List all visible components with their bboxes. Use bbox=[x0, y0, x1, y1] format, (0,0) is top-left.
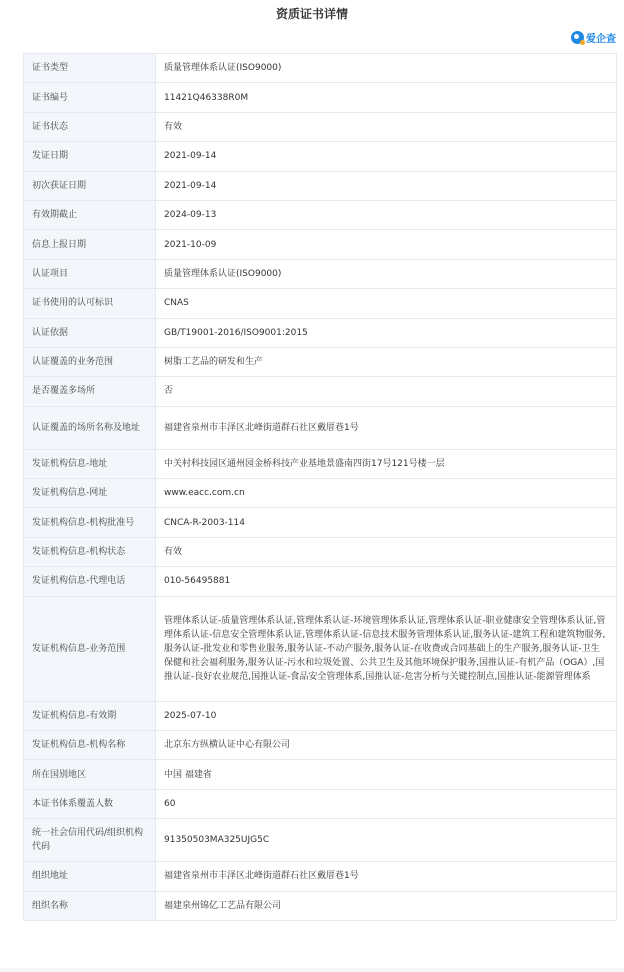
row-key: 发证机构信息-网址 bbox=[24, 479, 156, 508]
row-value: 11421Q46338R0M bbox=[156, 83, 617, 112]
table-row bbox=[24, 83, 617, 112]
table-row bbox=[24, 112, 617, 141]
row-value: 福建泉州锦亿工艺品有限公司 bbox=[156, 891, 617, 920]
row-value: 2021-09-14 bbox=[156, 142, 617, 171]
row-value: 北京东方纵横认证中心有限公司 bbox=[156, 731, 617, 760]
row-key: 证书类型 bbox=[24, 54, 156, 83]
table-row bbox=[24, 142, 617, 171]
row-value: 2025-07-10 bbox=[156, 701, 617, 730]
row-value: 福建省泉州市丰泽区北峰街道群石社区戴厝巷1号 bbox=[156, 862, 617, 891]
row-key: 初次获证日期 bbox=[24, 171, 156, 200]
table-row bbox=[24, 54, 617, 83]
certificate-detail-table bbox=[23, 53, 617, 921]
page-title: 资质证书详情 bbox=[275, 7, 348, 21]
table-row bbox=[24, 230, 617, 259]
table-row bbox=[24, 171, 617, 200]
row-key: 有效期截止 bbox=[24, 200, 156, 229]
row-value: GB/T19001-2016/ISO9001:2015 bbox=[156, 318, 617, 347]
table-row bbox=[24, 449, 617, 478]
row-key: 发证机构信息-机构名称 bbox=[24, 731, 156, 760]
row-value: 树脂工艺品的研发和生产 bbox=[156, 347, 617, 376]
table-row bbox=[24, 701, 617, 730]
table-row bbox=[24, 567, 617, 596]
table-row bbox=[24, 318, 617, 347]
table-row bbox=[24, 347, 617, 376]
table-row bbox=[24, 377, 617, 406]
row-key: 发证机构信息-有效期 bbox=[24, 701, 156, 730]
row-value: 否 bbox=[156, 377, 617, 406]
row-key: 发证机构信息-代理电话 bbox=[24, 567, 156, 596]
row-value: 60 bbox=[156, 789, 617, 818]
table-row bbox=[24, 731, 617, 760]
row-key: 证书使用的认可标识 bbox=[24, 289, 156, 318]
row-key: 认证依据 bbox=[24, 318, 156, 347]
row-value: 有效 bbox=[156, 112, 617, 141]
table-row bbox=[24, 479, 617, 508]
row-key: 发证日期 bbox=[24, 142, 156, 171]
table-row bbox=[24, 891, 617, 920]
row-key: 所在国别地区 bbox=[24, 760, 156, 789]
row-value: 2021-10-09 bbox=[156, 230, 617, 259]
table-row bbox=[24, 789, 617, 818]
table-row bbox=[24, 406, 617, 449]
row-key: 是否覆盖多场所 bbox=[24, 377, 156, 406]
table-row bbox=[24, 289, 617, 318]
table-row bbox=[24, 862, 617, 891]
row-value: 91350503MA325UJG5C bbox=[156, 819, 617, 862]
row-value: 010-56495881 bbox=[156, 567, 617, 596]
row-key: 发证机构信息-机构状态 bbox=[24, 537, 156, 566]
row-key: 认证覆盖的业务范围 bbox=[24, 347, 156, 376]
row-value: 质量管理体系认证(ISO9000) bbox=[156, 54, 617, 83]
row-value: www.eacc.com.cn bbox=[156, 479, 617, 508]
bottom-divider bbox=[0, 968, 624, 972]
row-value: 2021-09-14 bbox=[156, 171, 617, 200]
row-key: 统一社会信用代码/组织机构代码 bbox=[24, 819, 156, 862]
row-key: 发证机构信息-业务范围 bbox=[24, 596, 156, 701]
row-key: 证书编号 bbox=[24, 83, 156, 112]
row-key: 组织名称 bbox=[24, 891, 156, 920]
row-value: 中国 福建省 bbox=[156, 760, 617, 789]
row-value: 中关村科技园区通州园金桥科技产业基地景盛南四街17号121号楼一层 bbox=[156, 449, 617, 478]
row-key: 认证项目 bbox=[24, 259, 156, 288]
table-row bbox=[24, 819, 617, 862]
row-key: 发证机构信息-地址 bbox=[24, 449, 156, 478]
logo-text: 爱企查 bbox=[586, 33, 616, 45]
row-key: 组织地址 bbox=[24, 862, 156, 891]
aiqicha-logo-icon bbox=[571, 31, 584, 44]
table-row bbox=[24, 259, 617, 288]
row-key: 发证机构信息-机构批准号 bbox=[24, 508, 156, 537]
table-row bbox=[24, 596, 617, 701]
table-row bbox=[24, 200, 617, 229]
row-value: CNAS bbox=[156, 289, 617, 318]
row-value: 有效 bbox=[156, 537, 617, 566]
row-value: 管理体系认证-质量管理体系认证,管理体系认证-环境管理体系认证,管理体系认证-职业健康安全管理体系认证,管理体系认证-信息安全管理体系认证,管理体系认证-信息技术服务管理体系认证,服务认证-建筑工程和建筑物服务,服务认证-批发业和零售业服务,服务认证-不动产服务,服务认证-在收费或合同基础上的生产服务,服务认证-卫生保健和社会福利服务,服务认证-污水和垃圾处置、公共卫生及其他环境保护服务,国推认证-有机产品（OGA）,国推认证-良好农业规范,国推认证-食品安全管理体系,国推认证-危害分析与关键控制点,国推认证-能源管理体系 bbox=[156, 596, 617, 701]
table-row bbox=[24, 760, 617, 789]
row-key: 本证书体系覆盖人数 bbox=[24, 789, 156, 818]
row-key: 信息上报日期 bbox=[24, 230, 156, 259]
row-value: CNCA-R-2003-114 bbox=[156, 508, 617, 537]
row-key: 认证覆盖的场所名称及地址 bbox=[24, 406, 156, 449]
table-row bbox=[24, 537, 617, 566]
aiqicha-logo[interactable] bbox=[571, 29, 616, 45]
table-row bbox=[24, 508, 617, 537]
row-value: 质量管理体系认证(ISO9000) bbox=[156, 259, 617, 288]
row-value: 福建省泉州市丰泽区北峰街道群石社区戴厝巷1号 bbox=[156, 406, 617, 449]
row-key: 证书状态 bbox=[24, 112, 156, 141]
row-value: 2024-09-13 bbox=[156, 200, 617, 229]
